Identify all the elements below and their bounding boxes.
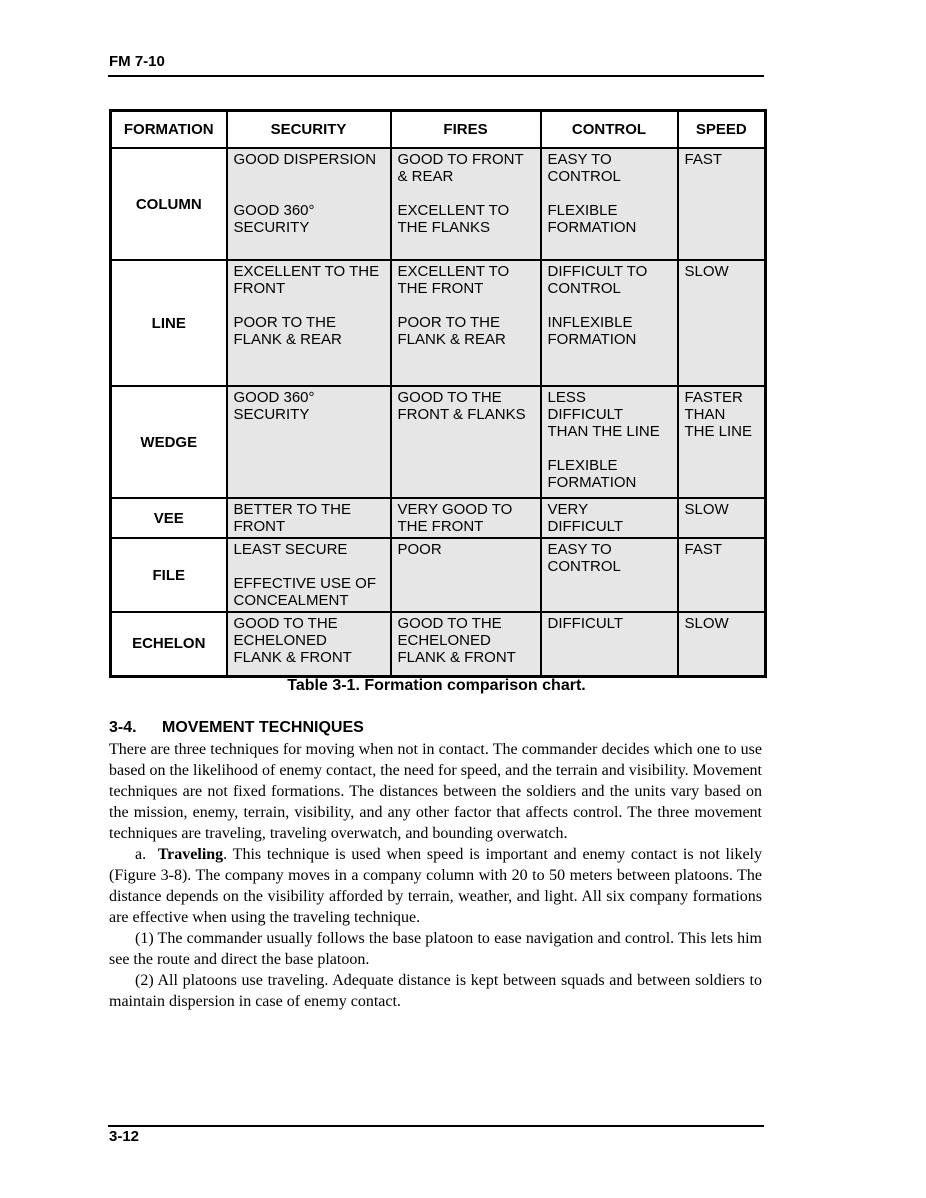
table-header-row	[111, 111, 766, 149]
section-heading	[109, 719, 364, 737]
cell-text: GOOD DISPERSION	[233, 151, 377, 168]
cell-text: POOR	[397, 541, 442, 558]
speed-cell	[678, 538, 766, 612]
cell-text: INFLEXIBLE FORMATION	[547, 314, 637, 348]
fires-cell	[391, 498, 541, 538]
table-caption: Table 3-1. Formation comparison chart.	[287, 677, 586, 694]
table-row	[111, 260, 766, 386]
control-cell	[541, 612, 678, 676]
control-cell	[541, 260, 678, 386]
paragraph-2: (2) All platoons use traveling. Adequate distance is kept between squads and between soldiers to maintain dispersion in case of enemy contact.	[109, 972, 762, 1010]
col-header-formation: FORMATION	[111, 111, 227, 149]
cell-text: BETTER TO THE FRONT	[233, 501, 352, 535]
fires-cell	[391, 612, 541, 676]
formation-name: LINE	[111, 260, 227, 386]
security-cell	[227, 538, 391, 612]
table-row	[111, 538, 766, 612]
fires-cell	[391, 260, 541, 386]
section-title: MOVEMENT TECHNIQUES	[162, 719, 364, 736]
formation-name: FILE	[111, 538, 227, 612]
table-row	[111, 612, 766, 676]
body-text	[109, 739, 762, 1012]
cell-text: VERY GOOD TO THE FRONT	[397, 501, 513, 535]
cell-text: GOOD 360° SECURITY	[233, 202, 315, 236]
speed-cell	[678, 386, 766, 498]
paragraph-1: (1) The commander usually follows the base platoon to ease navigation and control. This lets him see the route and direct the base platoon.	[109, 930, 762, 968]
security-cell	[227, 386, 391, 498]
cell-text: SLOW	[684, 615, 729, 632]
cell-text: FLEXIBLE FORMATION	[547, 457, 637, 491]
cell-text: FLEXIBLE FORMATION	[547, 202, 637, 236]
cell-text: LEAST SECURE	[233, 541, 348, 558]
control-cell	[541, 498, 678, 538]
section-number: 3-4.	[109, 719, 137, 736]
fires-cell	[391, 538, 541, 612]
formation-name: WEDGE	[111, 386, 227, 498]
cell-text: EXCELLENT TO THE FRONT	[233, 263, 380, 297]
paragraph-a	[109, 844, 762, 928]
cell-text: EFFECTIVE USE OF CONCEALMENT	[233, 575, 377, 609]
security-cell	[227, 260, 391, 386]
formation-name: COLUMN	[111, 148, 227, 260]
paragraph-a-term: Traveling	[157, 846, 224, 863]
page-number: 3-12	[109, 1128, 140, 1145]
cell-text: VERY DIFFICULT	[547, 501, 624, 535]
cell-text: GOOD 360° SECURITY	[233, 389, 315, 423]
cell-text: SLOW	[684, 501, 729, 518]
control-cell	[541, 148, 678, 260]
fires-cell	[391, 148, 541, 260]
cell-text: EXCELLENT TO THE FLANKS	[397, 202, 510, 236]
speed-cell	[678, 498, 766, 538]
cell-text: POOR TO THE FLANK & REAR	[397, 314, 506, 348]
col-header-security: SECURITY	[227, 111, 391, 149]
cell-text: POOR TO THE FLANK & REAR	[233, 314, 342, 348]
cell-text: FASTER THAN THE LINE	[684, 389, 753, 440]
cell-text: GOOD TO THE ECHELONED FLANK & FRONT	[397, 615, 516, 666]
cell-text: GOOD TO FRONT & REAR	[397, 151, 524, 185]
security-cell	[227, 612, 391, 676]
security-cell	[227, 148, 391, 260]
security-cell	[227, 498, 391, 538]
speed-cell	[678, 260, 766, 386]
col-header-speed: SPEED	[678, 111, 766, 149]
control-cell	[541, 538, 678, 612]
cell-text: FAST	[684, 151, 723, 168]
cell-text: LESS DIFFICULT THAN THE LINE	[547, 389, 660, 440]
cell-text: GOOD TO THE FRONT & FLANKS	[397, 389, 526, 423]
speed-cell	[678, 612, 766, 676]
table-row	[111, 386, 766, 498]
cell-text: DIFFICULT	[547, 615, 624, 632]
cell-text: EASY TO CONTROL	[547, 541, 621, 575]
footer-rule	[108, 1125, 764, 1127]
table-row	[111, 498, 766, 538]
cell-text: SLOW	[684, 263, 729, 280]
paragraph-a-label: a.	[135, 846, 147, 863]
col-header-control: CONTROL	[541, 111, 678, 149]
cell-text: EXCELLENT TO THE FRONT	[397, 263, 510, 297]
cell-text: DIFFICULT TO CONTROL	[547, 263, 648, 297]
formation-name: VEE	[111, 498, 227, 538]
cell-text: EASY TO CONTROL	[547, 151, 621, 185]
col-header-fires: FIRES	[391, 111, 541, 149]
control-cell	[541, 386, 678, 498]
speed-cell	[678, 148, 766, 260]
cell-text: FAST	[684, 541, 723, 558]
fires-cell	[391, 386, 541, 498]
running-head: FM 7-10	[109, 53, 165, 70]
paragraph-a-text: . This technique is used when speed is important and enemy contact is not likely (Figure 3-8). The company moves in a company column with 20 to 50 meters between platoons. The distance depends on the visibility afforded by terrain, weather, and light. All six company formations are effective when using the traveling technique.	[109, 846, 762, 926]
cell-text: GOOD TO THE ECHELONED FLANK & FRONT	[233, 615, 352, 666]
table-row	[111, 148, 766, 260]
formation-name: ECHELON	[111, 612, 227, 676]
header-rule	[108, 75, 764, 77]
intro-paragraph: There are three techniques for moving when not in contact. The commander decides which one to use based on the likelihood of enemy contact, the need for speed, and the terrain and visibility. Movement techniques are not fixed formations. The distances between the soldiers and the units vary based on the mission, enemy, terrain, visibility, and any other factor that affects control. The three movement techniques are traveling, traveling overwatch, and bounding overwatch.	[109, 741, 762, 842]
formation-comparison-table	[109, 109, 767, 678]
